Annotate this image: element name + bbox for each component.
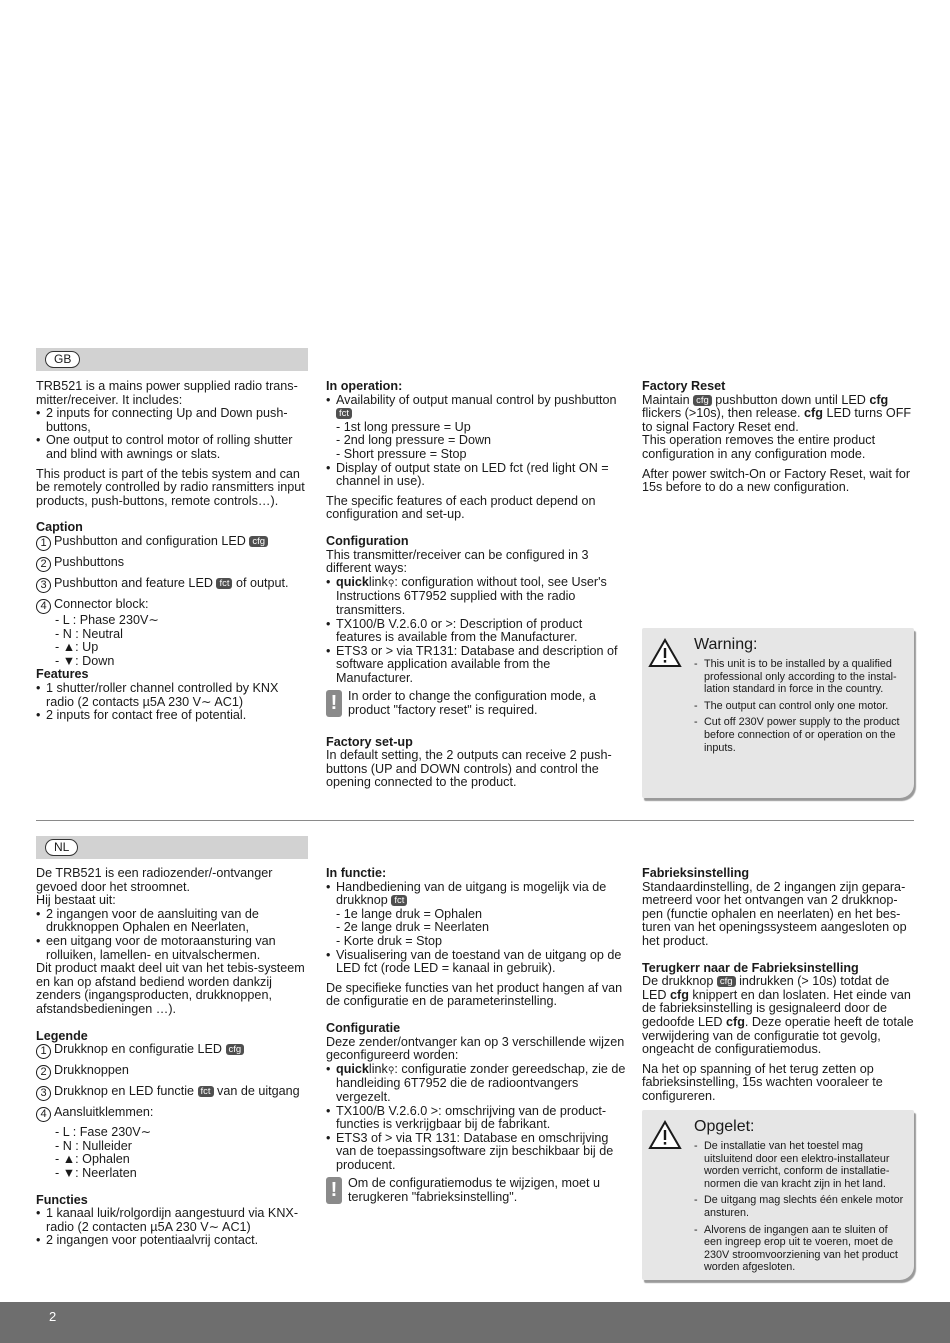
op-sub-line: - Short pressure = Stop (336, 446, 467, 461)
nl-back-title: Terugkerr naar de Fabrieksinstelling (642, 960, 859, 975)
warning-item: - Cut off 230V power supply to the product before connection of or operation on the inputs. (694, 716, 904, 754)
fct-badge: fct (391, 895, 407, 906)
gb-features-title: Features (36, 667, 89, 682)
cfg-badge: cfg (717, 976, 736, 987)
text-bold: cfg (804, 406, 823, 421)
list-item: • 2 ingangen voor de aansluiting van de drukknoppen Ophalen en Neerlaten, (36, 908, 308, 935)
magnifier-icon: ⚲ (387, 577, 395, 588)
note-text: Om de configuratiemodus te wijzigen, moet u terugkeren "fabrieksinstelling". (348, 1176, 600, 1205)
list-item (326, 881, 626, 908)
gb-operation-title: In operation: (326, 379, 403, 393)
list-item: • ETS3 of > via TR 131: Database en omschrijving van de toepassingsoftware zijn beschikbaar bij de producent. (326, 1132, 626, 1173)
number-circle: 3 (36, 578, 51, 593)
connector-line: - N : Neutral (55, 626, 123, 641)
fct-badge: fct (216, 578, 232, 589)
caption-item-1 (36, 1043, 308, 1059)
gb-reset-p1 (642, 394, 914, 435)
gb-specific-text: The specific features of each product depend on configuration and set-up. (326, 493, 596, 522)
nl-column-1 (36, 867, 308, 1248)
number-circle: 1 (36, 536, 51, 551)
op-sub-line: - 2e lange druk = Neerlaten (336, 920, 489, 935)
connector-line: - ▼: Neerlaten (55, 1165, 137, 1180)
list-item: • TX100/B V.2.6.0 or >: Description of product features is available from the Manufacturer. (326, 618, 626, 645)
caption-text: Drukknoppen (54, 1063, 129, 1078)
cfg-badge: cfg (693, 395, 712, 406)
quicklink-light: link (368, 574, 388, 589)
gb-reset-p3: After power switch-On or Factory Reset, wait for 15s before to do a new configuration. (642, 466, 911, 495)
gb-setup-title: Factory set-up (326, 734, 413, 749)
op-sub-line: - 2nd long pressure = Down (336, 433, 492, 448)
nl-caption-title: Legende (36, 1028, 88, 1043)
caption-item-1 (36, 535, 308, 551)
list-item (326, 576, 626, 618)
quicklink-bold: quick (336, 574, 369, 589)
warning-list (694, 1140, 904, 1278)
note-text: In order to change the configuration mode, a product "factory reset" is required. (348, 689, 596, 718)
caption-text: Connector block: (54, 596, 149, 611)
nl-reset-p0: Standaardinstelling, de 2 ingangen zijn gepara-metreerd voor het ontvangen van 2 drukknop-pen (functie ophalen en neerlaten) en het bes-turen van het openingssysteem aangesloten op het product. (642, 879, 907, 948)
gb-config-title: Configuration (326, 533, 409, 548)
list-item: • 1 kanaal luik/rolgordijn aangestuurd via KNX-radio (2 contacten µ5A 230 V∼ AC1) (36, 1207, 308, 1234)
op-text: Handbediening van de uitgang is mogelijk via de drukknop (336, 879, 607, 908)
number-circle: 4 (36, 1107, 51, 1122)
exclamation-icon: ! (326, 690, 342, 717)
text-part: Maintain (642, 392, 690, 407)
list-item: • ETS3 or > via TR131: Database and description of software application available from the Manufacturer. (326, 645, 626, 686)
nl-back-p1 (642, 975, 914, 1057)
page-footer (0, 1302, 950, 1343)
nl-reset-title: Fabrieksinstelling (642, 866, 750, 880)
text-bold: cfg (670, 987, 689, 1002)
number-circle: 2 (36, 1065, 51, 1080)
magnifier-icon: ⚲ (387, 1064, 395, 1075)
page-number: 2 (49, 1309, 57, 1324)
list-item: • 2 inputs for contact free of potential. (36, 709, 308, 723)
warning-title: Warning: (694, 636, 758, 653)
warning-icon (648, 1120, 682, 1150)
text-part: flickers (>10s), then release. (642, 406, 801, 421)
config-text: : configuration without tool, see User's Instructions 6T7952 supplied with the radio transmitters. (336, 574, 607, 617)
caption-after: van de uitgang (217, 1084, 300, 1099)
warning-item: - This unit is to be installed by a qualified professional only according to the instal-lation standard in force in the country. (694, 658, 904, 696)
gb-setup-text: In default setting, the 2 outputs can receive 2 push-buttons (UP and DOWN controls) and control the opening connected to the product. (326, 748, 612, 790)
gb-caption-title: Caption (36, 520, 83, 535)
cfg-badge: cfg (226, 1044, 245, 1055)
gb-note (326, 690, 626, 717)
caption-item-2 (36, 1064, 308, 1080)
gb-language-label: GB (45, 351, 80, 368)
caption-text: Drukknop en LED functie (54, 1084, 195, 1099)
section-divider (36, 820, 914, 821)
caption-text: Pushbuttons (54, 554, 125, 569)
warning-title: Opgelet: (694, 1118, 755, 1135)
connector-line: - ▲: Ophalen (55, 1152, 130, 1167)
gb-reset-p2: This operation removes the entire product configuration in any configuration mode. (642, 433, 876, 461)
text-part: knippert en dan loslaten. Het einde van de fabrieksinstelling is gesignaleerd door de gedoofde LED (642, 987, 911, 1029)
connector-line: - ▲: Up (55, 640, 99, 655)
gb-warning-box (642, 628, 914, 798)
op-sub-line: - 1e lange druk = Ophalen (336, 906, 482, 921)
text-part: LED turns OFF to signal Factory Reset end. (642, 406, 912, 434)
caption-after: of output. (235, 575, 289, 590)
list-item (326, 394, 626, 421)
warning-item: - De installatie van het toestel mag uitsluitend door een elektro-installateur worden verricht, conform de installatie-normen die van kracht zijn in het land. (694, 1140, 904, 1190)
nl-language-label: NL (45, 839, 78, 856)
gb-system-text: This product is part of the tebis system and can be remotely controlled by radio ransmitters input products, push-buttons, remote controls…). (36, 466, 305, 508)
warning-item: - The output can control only one motor. (694, 700, 904, 713)
caption-text: Pushbutton and configuration LED (54, 533, 246, 548)
list-item: • One output to control motor of rolling shutter and blind with awnings or slats. (36, 434, 308, 461)
config-text: : configuratie zonder gereedschap, zie de handleiding 6T7952 die de radioontvangers vergezelt. (336, 1061, 626, 1104)
text-bold: cfg (726, 1014, 745, 1029)
text-bold: cfg (869, 392, 889, 407)
nl-language-bar (36, 836, 308, 859)
list-item: • Visualisering van de toestand van de uitgang op de LED fct (rode LED = kanaal in gebruik). (326, 949, 626, 976)
exclamation-icon: ! (326, 1177, 342, 1204)
connector-line: - L : Phase 230V∼ (55, 612, 159, 627)
caption-item-2 (36, 556, 308, 572)
text-part: . Deze operatie heeft de totale verwijdering van de configuratie tot gevolg, ongeacht de configuratiemodus. (642, 1014, 914, 1057)
nl-column-2 (326, 867, 626, 1205)
nl-intro2: Hij bestaat uit: (36, 893, 116, 908)
connector-line: - ▼: Down (55, 653, 115, 668)
nl-specific-text: De specifieke functies van het product hangen af van de configuratie en de parameterinstelling. (326, 980, 623, 1009)
nl-features-title: Functies (36, 1192, 88, 1207)
gb-language-bar (36, 348, 308, 371)
number-circle: 2 (36, 557, 51, 572)
quicklink-light: link (368, 1061, 388, 1076)
nl-config-intro: Deze zender/ontvanger kan op 3 verschillende wijzen geconfigureerd worden: (326, 1034, 625, 1063)
connector-line: - N : Nulleider (55, 1138, 132, 1153)
number-circle: 1 (36, 1044, 51, 1059)
nl-intro: De TRB521 is een radiozender/-ontvanger gevoed door het stroomnet. (36, 866, 273, 894)
nl-back-p2: Na het op spanning of het terug zetten op fabrieksinstelling, 15s wachten vooraleer te configureren. (642, 1061, 883, 1103)
list-item: • een uitgang voor de motoraansturing van rolluiken, lamellen- en uitvalschermen. (36, 935, 308, 962)
nl-warning-box (642, 1110, 914, 1280)
gb-intro: TRB521 is a mains power supplied radio trans-mitter/receiver. It includes: (36, 379, 298, 407)
op-text: Availability of output manual control by pushbutton (336, 392, 617, 407)
list-item: • TX100/B V.2.6.0 >: omschrijving van de product-functies is verkrijgbaar bij de fabrikant. (326, 1105, 626, 1132)
gb-column-1 (36, 380, 308, 723)
quicklink-bold: quick (336, 1061, 369, 1076)
warning-list (694, 658, 904, 758)
caption-item-4 (36, 598, 308, 614)
list-item: • 2 inputs for connecting Up and Down push-buttons, (36, 407, 308, 434)
nl-config-title: Configuratie (326, 1020, 401, 1035)
caption-item-3 (36, 577, 308, 593)
fct-badge: fct (336, 408, 352, 419)
list-item (326, 1063, 626, 1105)
cfg-badge: cfg (249, 536, 268, 547)
list-item: • 1 shutter/roller channel controlled by KNX radio (2 contacts µ5A 230 V∼ AC1) (36, 682, 308, 709)
gb-column-3 (642, 380, 914, 495)
nl-operation-title: In functie: (326, 866, 387, 880)
op-sub-line: - Korte druk = Stop (336, 933, 443, 948)
nl-note (326, 1177, 626, 1204)
gb-reset-title: Factory Reset (642, 379, 726, 393)
text-part: indrukken (> 10s) totdat de LED (642, 974, 890, 1002)
list-item: • 2 ingangen voor potentiaalvrij contact. (36, 1234, 308, 1248)
text-part: De drukknop (642, 974, 714, 989)
caption-item-4 (36, 1106, 308, 1122)
gb-column-2 (326, 380, 626, 790)
warning-icon (648, 638, 682, 668)
text-part: pushbutton down until LED (715, 392, 866, 407)
connector-line: - L : Fase 230V∼ (55, 1125, 152, 1140)
gb-config-intro: This transmitter/receiver can be configured in 3 different ways: (326, 547, 589, 576)
number-circle: 4 (36, 599, 51, 614)
list-item: • Display of output state on LED fct (red light ON = channel in use). (326, 462, 626, 489)
nl-system-text: Dit product maakt deel uit van het tebis-systeem en kan op afstand bediend worden dankzij zenders (ingangsproducten, drukknoppen, afstandsbedieningen …). (36, 961, 305, 1016)
nl-column-3 (642, 867, 914, 1104)
warning-item: - Alvorens de ingangen aan te sluiten of een ingreep erop uit te voeren, moet de 230V stroomvoorziening van het product worden afgesloten. (694, 1224, 904, 1274)
caption-item-3 (36, 1085, 308, 1101)
fct-badge: fct (198, 1086, 214, 1097)
number-circle: 3 (36, 1086, 51, 1101)
op-sub-line: - 1st long pressure = Up (336, 419, 471, 434)
caption-text: Aansluitklemmen: (54, 1105, 154, 1120)
warning-item: - De uitgang mag slechts één enkele motor ansturen. (694, 1194, 904, 1219)
caption-text: Pushbutton and feature LED (54, 575, 213, 590)
caption-text: Drukknop en configuratie LED (54, 1042, 223, 1057)
